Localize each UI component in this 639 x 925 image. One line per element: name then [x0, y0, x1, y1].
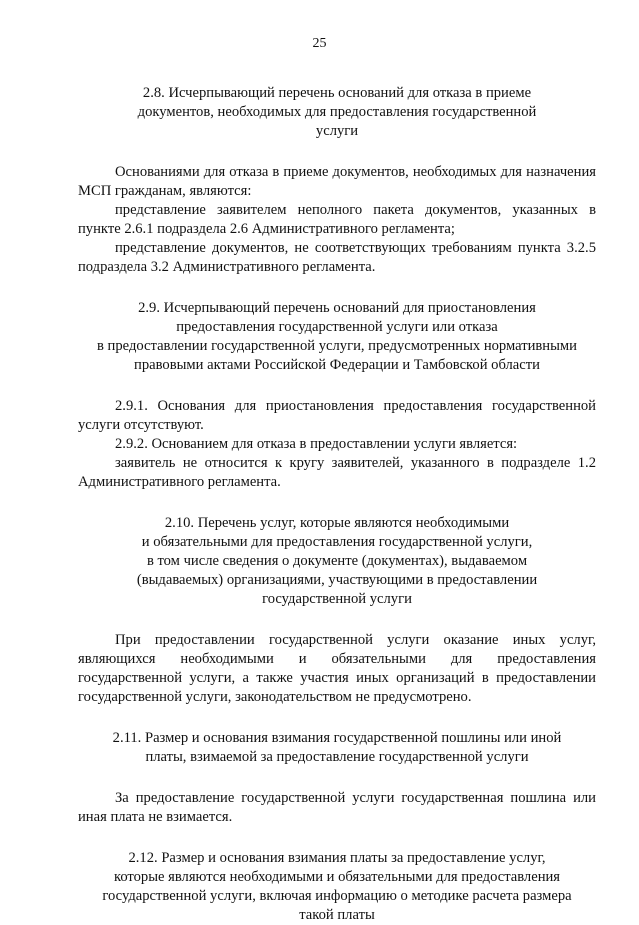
paragraph: При предоставлении государственной услуги оказание иных услуг, являющихся необходимыми и обязательными для предоставления государственной услуги, а также участия иных организаций в предоставлении государственной услуги, законодательством не предусмотрено. — [78, 632, 596, 705]
heading-line: (выдаваемых) организациями, участвующими в предоставлении — [136, 572, 538, 588]
heading-line: 2.8. Исчерпывающий перечень оснований для отказа в приеме — [142, 85, 532, 101]
section-heading-2-9 — [78, 299, 596, 375]
heading-line: 2.9. Исчерпывающий перечень оснований для приостановления — [138, 300, 536, 316]
heading-line: услуги — [315, 123, 359, 139]
heading-line: 2.12. Размер и основания взимания платы за предоставление услуг, — [128, 850, 546, 866]
heading-line: 2.11. Размер и основания взимания государственной пошлины или иной — [112, 730, 562, 746]
heading-line: правовыми актами Российской Федерации и Тамбовской области — [134, 357, 540, 373]
document-body — [78, 84, 596, 925]
heading-line: государственной услуги, включая информацию о методике расчета размера — [102, 888, 572, 904]
paragraph: представление документов, не соответствующих требованиям пункта 3.2.5 подраздела 3.2 Административного регламента. — [78, 240, 596, 275]
paragraph: представление заявителем неполного пакета документов, указанных в пункте 2.6.1 подраздела 2.6 Административного регламента; — [78, 202, 596, 237]
page-number: 25 — [312, 36, 327, 51]
paragraph: За предоставление государственной услуги государственная пошлина или иная плата не взимается. — [78, 790, 596, 825]
heading-line: документов, необходимых для предоставления государственной — [137, 104, 537, 120]
heading-line: платы, взимаемой за предоставление государственной услуги — [145, 749, 529, 765]
heading-line: и обязательными для предоставления государственной услуги, — [141, 534, 533, 550]
heading-line: в предоставлении государственной услуги, предусмотренных нормативными — [97, 338, 577, 354]
paragraph: 2.9.1. Основания для приостановления предоставления государственной услуги отсутствуют. — [78, 398, 596, 433]
heading-line: предоставления государственной услуги или отказа — [176, 319, 498, 335]
paragraph: заявитель не относится к кругу заявителей, указанного в подразделе 1.2 Административного регламента. — [78, 455, 596, 490]
heading-line: которые являются необходимыми и обязательными для предоставления — [113, 869, 561, 885]
paragraph: 2.9.2. Основанием для отказа в предоставлении услуги является: — [115, 436, 518, 452]
heading-line: 2.10. Перечень услуг, которые являются необходимыми — [164, 515, 510, 531]
section-heading-2-11 — [78, 729, 596, 767]
paragraph: Основаниями для отказа в приеме документов, необходимых для назначения МСП гражданам, являются: — [78, 164, 596, 199]
section-heading-2-12 — [78, 849, 596, 925]
section-heading-2-8 — [78, 84, 596, 141]
heading-line: государственной услуги — [262, 591, 412, 607]
heading-line: в том числе сведения о документе (документах), выдаваемом — [146, 553, 528, 569]
section-heading-2-10 — [78, 514, 596, 609]
heading-line: такой платы — [299, 907, 375, 923]
